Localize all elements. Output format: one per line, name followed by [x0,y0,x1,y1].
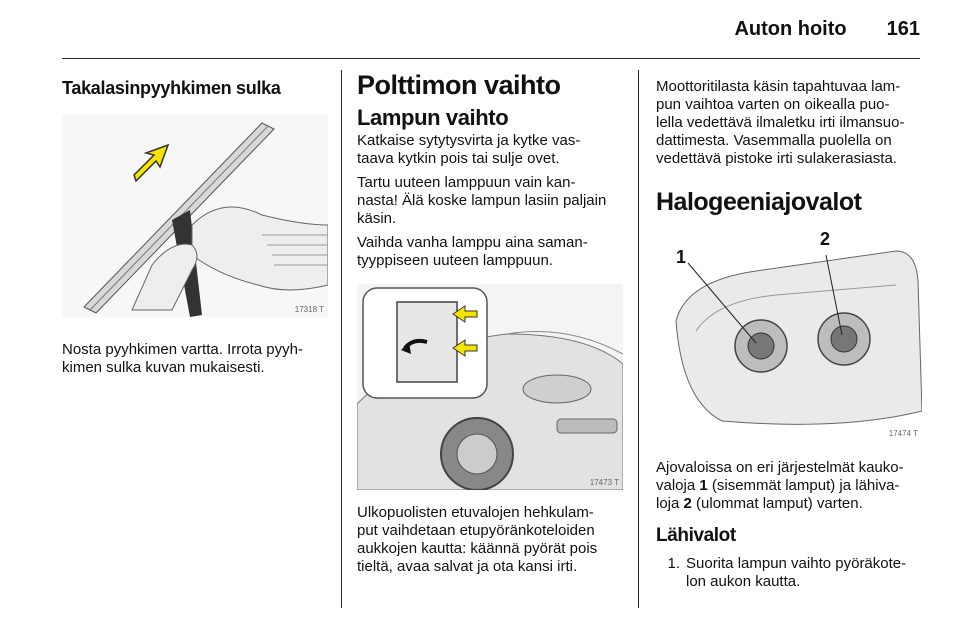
header-rule [62,58,920,59]
column-2 [357,70,629,576]
headlight-drawing [656,231,922,441]
figure-code: 17318 T [294,305,324,314]
paragraph-engine-bay: Moottoritilasta käsin tapahtuvaa lam- pun vaihtoa varten on oikealla puo- lella vedettävä ilmaletku irti ilmansuo- dattimesta. Vasemmalla puolella on vedettävä pistoke irti sulakerasiasta. [656,78,905,167]
section-title: Auton hoito [734,18,847,40]
paragraph-outer-headlights: Ulkopuolisten etuvalojen hehkulam- put vaihdetaan etupyöränkoteloiden aukkojen kautta: käännä pyörät pois tieltä, avaa salvat ja ota kansi irti. [357,504,598,576]
callout-label-2: 2 [820,230,831,249]
column-3 [656,70,922,591]
wiper-blade-heading: Takalasinpyyhkimen sulka [62,78,281,98]
list-item: 1. Suorita lampun vaihto pyöräkote- lon aukon kautta. [667,554,907,590]
page-header [734,18,920,41]
figure-code: 17473 T [589,478,619,488]
low-beam-heading: Lähivalot [656,524,736,546]
wiper-hands-drawing [62,115,328,317]
bulb-replacement-title: Polttimon vaihto [357,70,561,100]
paragraph-headlight-systems: Ajovaloissa on eri järjestelmät kauko- valoja 1 (sisemmät lamput) ja lähiva- loja 2 (ulommat lamput) varten. [656,458,904,512]
page-number: 161 [886,18,920,40]
lamp-replacement-subtitle: Lampun vaihto [357,105,509,131]
paragraph-same-type: Vaihda vanha lamppu aina saman- tyyppiseen uuteen lamppuun. [357,234,588,270]
car-wheelhouse-illustration [357,284,623,490]
car-drawing [357,284,623,490]
wiper-instructions: Nosta pyyhkimen vartta. Irrota pyyh- kimen sulka kuvan mukaisesti. [62,341,303,376]
column-1 [62,70,332,377]
headlight-bulbs-illustration [656,231,922,441]
callout-label-1: 1 [676,246,687,267]
halogen-headlights-heading: Halogeeniajovalot [656,188,862,216]
column-divider-1 [341,70,342,608]
low-beam-steps [656,555,922,591]
paragraph-handling: Tartu uuteen lamppuun vain kan- nasta! Älä koske lampun lasiin paljain käsin. [357,174,607,228]
column-divider-2 [638,70,639,608]
figure-code: 17474 T [888,428,918,438]
paragraph-ignition: Katkaise sytytysvirta ja kytke vas- taava kytkin pois tai sulje ovet. [357,132,581,168]
wiper-blade-illustration [62,115,328,317]
